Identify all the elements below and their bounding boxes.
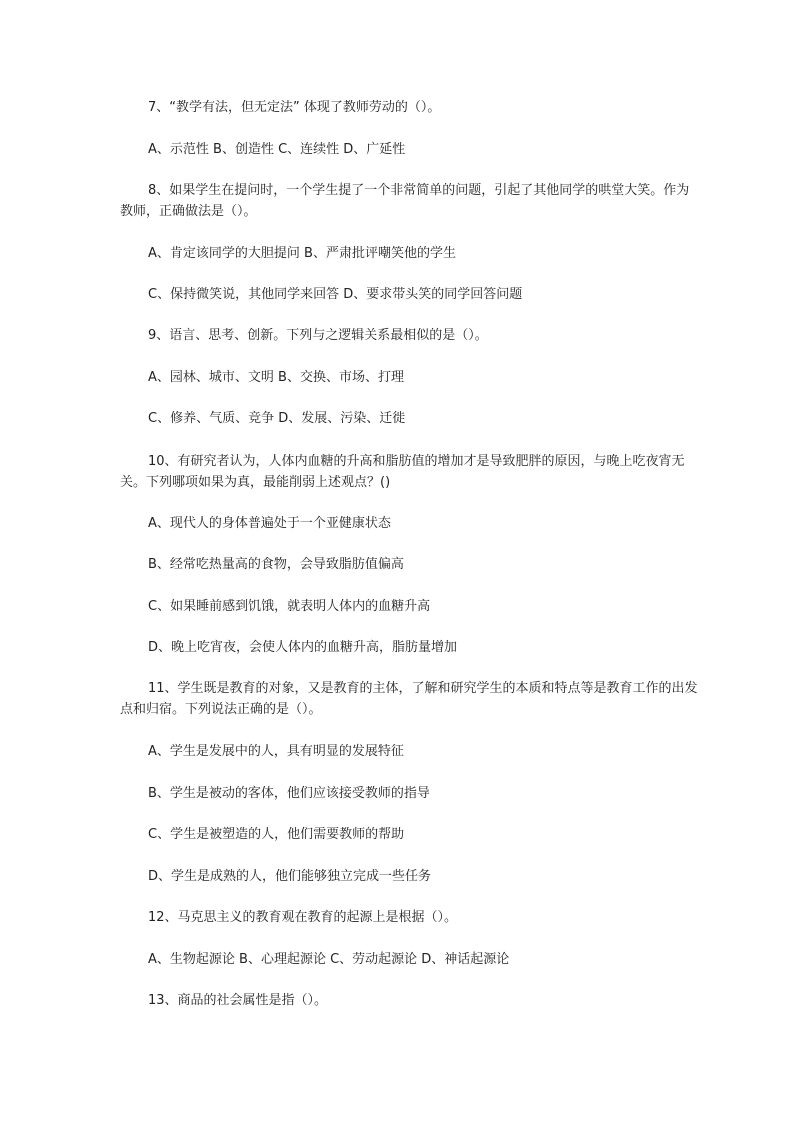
- question-10-option-b: B、经常吃热量高的食物，会导致脂肪值偏高: [148, 557, 404, 572]
- question-9: 9、语言、思考、创新。下列与之逻辑关系最相似的是（）。: [148, 328, 488, 343]
- question-8-options-ab: A、肯定该同学的大胆提问 B、严肃批评嘲笑他的学生: [148, 246, 456, 261]
- question-11-option-d: D、学生是成熟的人，他们能够独立完成一些任务: [148, 869, 432, 884]
- question-11-option-b: B、学生是被动的客体，他们应该接受教师的指导: [148, 786, 430, 801]
- question-12-options: A、生物起源论 B、心理起源论 C、劳动起源论 D、神话起源论: [148, 952, 510, 967]
- question-11: 11、学生既是教育的对象，又是教育的主体，了解和研究学生的本质和特点等是教育工作的出发点和归宿。下列说法正确的是（）。: [120, 681, 698, 717]
- question-10-option-d: D、晚上吃宵夜，会使人体内的血糖升高，脂肪量增加: [148, 640, 458, 655]
- question-10-option-c: C、如果睡前感到饥饿，就表明人体内的血糖升高: [148, 599, 431, 614]
- question-10-option-a: A、现代人的身体普遍处于一个亚健康状态: [148, 516, 391, 531]
- question-11-option-a: A、学生是发展中的人，具有明显的发展特征: [148, 744, 404, 759]
- question-9-options-ab: A、园林、城市、文明 B、交换、市场、打理: [148, 370, 404, 385]
- question-7-options: A、示范性 B、创造性 C、连续性 D、广延性: [148, 142, 406, 157]
- question-8: 8、如果学生在提问时，一个学生提了一个非常简单的问题，引起了其他同学的哄堂大笑。作为教师，正确做法是（）。: [120, 183, 690, 219]
- question-13: 13、商品的社会属性是指（）。: [148, 993, 328, 1008]
- question-10: 10、有研究者认为，人体内血糖的升高和脂肪值的增加才是导致肥胖的原因，与晚上吃夜宵无关。下列哪项如果为真，最能削弱上述观点？(): [120, 454, 685, 490]
- question-9-options-cd: C、修养、气质、竞争 D、发展、污染、迁徙: [148, 411, 406, 426]
- question-7: 7、“教学有法，但无定法” 体现了教师劳动的（）。: [148, 100, 441, 115]
- question-11-option-c: C、学生是被塑造的人，他们需要教师的帮助: [148, 827, 405, 842]
- question-8-options-cd: C、保持微笑说，其他同学来回答 D、要求带头笑的同学回答问题: [148, 287, 523, 302]
- question-12: 12、马克思主义的教育观在教育的起源上是根据（）。: [148, 910, 458, 925]
